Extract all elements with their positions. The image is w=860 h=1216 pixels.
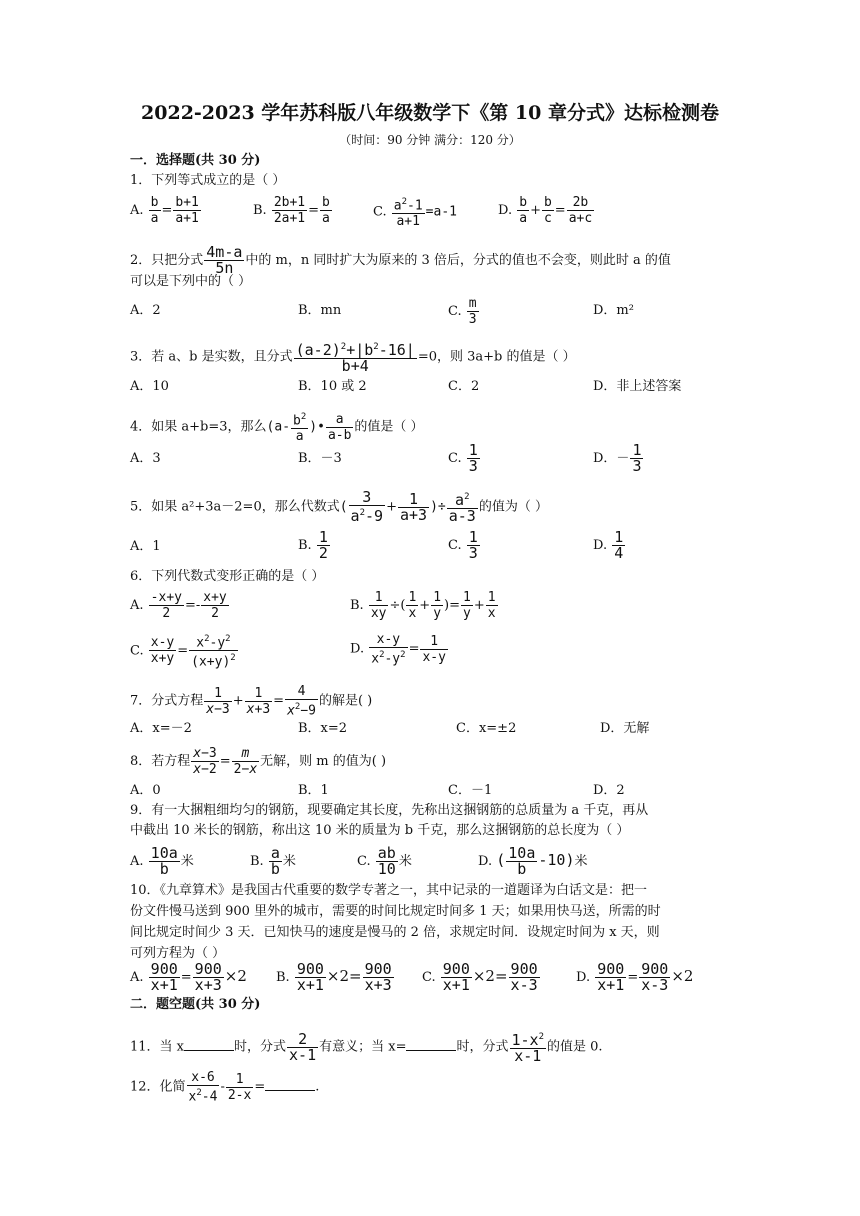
q1-option-a: A. $\frac{b}{a}$ = $\frac{b+1}{a+1}$ bbox=[130, 195, 199, 226]
q1-stem: 1．下列等式成立的是（ ） bbox=[130, 173, 286, 188]
q6-option-d: D. $\frac{x-y}{x^2-y^2}$ = $\frac{1}{x-y}$ bbox=[350, 632, 446, 667]
q3-option-c: C．2 bbox=[448, 379, 480, 394]
q4-option-d: D．－ $\frac{1}{3}$ bbox=[593, 441, 642, 475]
q1-option-c: C. $\frac{a^2-1}{a+1}$ =a-1 bbox=[373, 197, 457, 230]
q2-option-b: B．mn bbox=[298, 303, 342, 318]
q10-stem-line3: 间比规定时间少 3 天．已知快马的速度是慢马的 2 倍，求规定时间．设规定时间为 x 天，则 bbox=[130, 925, 660, 940]
q11-stem: 11．当 x 时，分式 $\frac{2}{x-1}$ 有意义；当 x= 时，分式 $\frac{1-x^2}{x-1}$ 的值是 0. bbox=[130, 1029, 603, 1065]
q5-stem: 5．如果 a²+3a－2=0，那么代数式( $\frac{3}{a^2-9}$ + $\frac{1}{a+3}$ )÷ $\frac{a^2}{a-3}$ 的值为（ ） bbox=[130, 488, 548, 525]
q3-option-d: D．非上述答案 bbox=[593, 379, 682, 394]
q8-option-d: D．2 bbox=[593, 783, 625, 798]
q9-option-d: D. ( $\frac{10a}{b}$ -10)米 bbox=[478, 844, 588, 878]
q6-stem: 6．下列代数式变形正确的是（ ） bbox=[130, 569, 325, 584]
q8-option-c: C．－1 bbox=[448, 783, 493, 798]
q11-blank-2[interactable] bbox=[406, 1038, 456, 1051]
q2-option-c: C. $\frac{m}{3}$ bbox=[448, 296, 477, 327]
q9-option-c: C. $\frac{ab}{10}$ 米 bbox=[357, 844, 412, 878]
q6-option-b: B. $\frac{1}{xy}$ ÷( $\frac{1}{x}$ + $\frac{1}{y}$ )= $\frac{1}{y}$ + $\frac{1}{x}$ bbox=[350, 590, 496, 621]
q12-blank[interactable] bbox=[265, 1078, 315, 1091]
q1-option-b: B. $\frac{2b+1}{2a+1}$ = $\frac{b}{a}$ bbox=[253, 195, 330, 226]
q10-option-c: C. $\frac{900}{x+1}$ ×2= $\frac{900}{x-3}$ bbox=[422, 960, 538, 994]
q12-stem: 12．化简 $\frac{x-6}{x^2-4}$ - $\frac{1}{2-x}$ = . bbox=[130, 1070, 320, 1105]
q8-option-a: A．0 bbox=[130, 783, 161, 798]
q5-option-d: D. $\frac{1}{4}$ bbox=[593, 528, 624, 562]
section-heading-fill: 二．题空题(共 30 分) bbox=[130, 997, 261, 1012]
q5-option-a: A．1 bbox=[130, 539, 161, 554]
q6-option-a: A. $\frac{-x+y}{2}$ =- $\frac{x+y}{2}$ bbox=[130, 590, 227, 621]
section-heading-choice: 一．选择题(共 30 分) bbox=[130, 153, 261, 168]
q4-stem: 4．如果 a+b=3，那么(a- $\frac{b^2}{a}$ )• $\frac{a}{a-b}$ 的值是（ ） bbox=[130, 411, 424, 445]
q7-option-d: D．无解 bbox=[600, 721, 650, 736]
q2-option-d: D．m² bbox=[593, 303, 634, 318]
q8-option-b: B．1 bbox=[298, 783, 329, 798]
q7-stem: 7．分式方程 $\frac{1}{x-3}$ + $\frac{1}{x+3}$ = $\frac{4}{x^2-9}$ 的解是( ) bbox=[130, 684, 373, 719]
page-title: 2022-2023 学年苏科版八年级数学下《第 10 章分式》达标检测卷 bbox=[141, 102, 719, 124]
q10-stem-line4: 可列方程为（ ） bbox=[130, 946, 226, 961]
q1-option-d: D. $\frac{b}{a}$ + $\frac{b}{c}$ = $\frac{2b}{a+c}$ bbox=[498, 195, 593, 226]
q5-option-b: B. $\frac{1}{2}$ bbox=[298, 528, 328, 562]
q5-option-c: C. $\frac{1}{3}$ bbox=[448, 528, 478, 562]
q10-option-a: A. $\frac{900}{x+1}$ = $\frac{900}{x+3}$ ×2 bbox=[130, 960, 247, 994]
q4-option-b: B．－3 bbox=[298, 451, 342, 466]
q9-stem-line2: 中截出 10 米长的钢筋，称出这 10 米的质量为 b 千克，那么这捆钢筋的总长度为（ ） bbox=[130, 823, 630, 838]
q10-option-b: B. $\frac{900}{x+1}$ ×2= $\frac{900}{x+3}$ bbox=[276, 960, 392, 994]
q3-stem: 3．若 a、b 是实数，且分式 $\frac{(a-2)^2+|b^2-16|}{b+4}$ =0，则 3a+b 的值是（ ） bbox=[130, 341, 576, 375]
q3-option-a: A．10 bbox=[130, 379, 169, 394]
q2-option-a: A．2 bbox=[130, 303, 161, 318]
q8-stem: 8．若方程 $\frac{x-3}{x-2}$ = $\frac{m}{2-x}$ 无解，则 m 的值为( ) bbox=[130, 746, 387, 777]
q3-option-b: B．10 或 2 bbox=[298, 379, 367, 394]
q7-option-c: C．x=±2 bbox=[456, 721, 517, 736]
q2-stem-line2: 可以是下列中的（ ） bbox=[130, 274, 252, 289]
q9-option-a: A. $\frac{10a}{b}$ 米 bbox=[130, 844, 194, 878]
q4-option-c: C. $\frac{1}{3}$ bbox=[448, 441, 478, 475]
q4-option-a: A．3 bbox=[130, 451, 161, 466]
q10-stem-line2: 份文件慢马送到 900 里外的城市，需要的时间比规定时间多 1 天；如果用快马送，所需的时 bbox=[130, 904, 661, 919]
q6-option-c: C. $\frac{x-y}{x+y}$ = $\frac{x^2-y^2}{(x+y)^2}$ bbox=[130, 634, 236, 670]
q9-option-b: B. $\frac{a}{b}$ 米 bbox=[250, 844, 296, 878]
q10-option-d: D. $\frac{900}{x+1}$ = $\frac{900}{x-3}$ ×2 bbox=[576, 960, 694, 994]
q7-option-a: A．x=－2 bbox=[130, 721, 192, 736]
q11-blank-1[interactable] bbox=[184, 1038, 234, 1051]
q9-stem-line1: 9．有一大捆粗细均匀的钢筋，现要确定其长度，先称出这捆钢筋的总质量为 a 千克，再从 bbox=[130, 803, 649, 818]
q7-option-b: B．x=2 bbox=[298, 721, 348, 736]
q2-stem: 2．只把分式 $\frac{4m-a}{5n}$ 中的 m，n 同时扩大为原来的 3 倍后，分式的值也不会变，则此时 a 的值 bbox=[130, 243, 671, 277]
page-subtitle: （时间：90 分钟 满分：120 分） bbox=[339, 133, 521, 147]
q10-stem-line1: 10．《九章算术》是我国古代重要的数学专著之一，其中记录的一道题译为白话文是：把一 bbox=[130, 883, 648, 898]
